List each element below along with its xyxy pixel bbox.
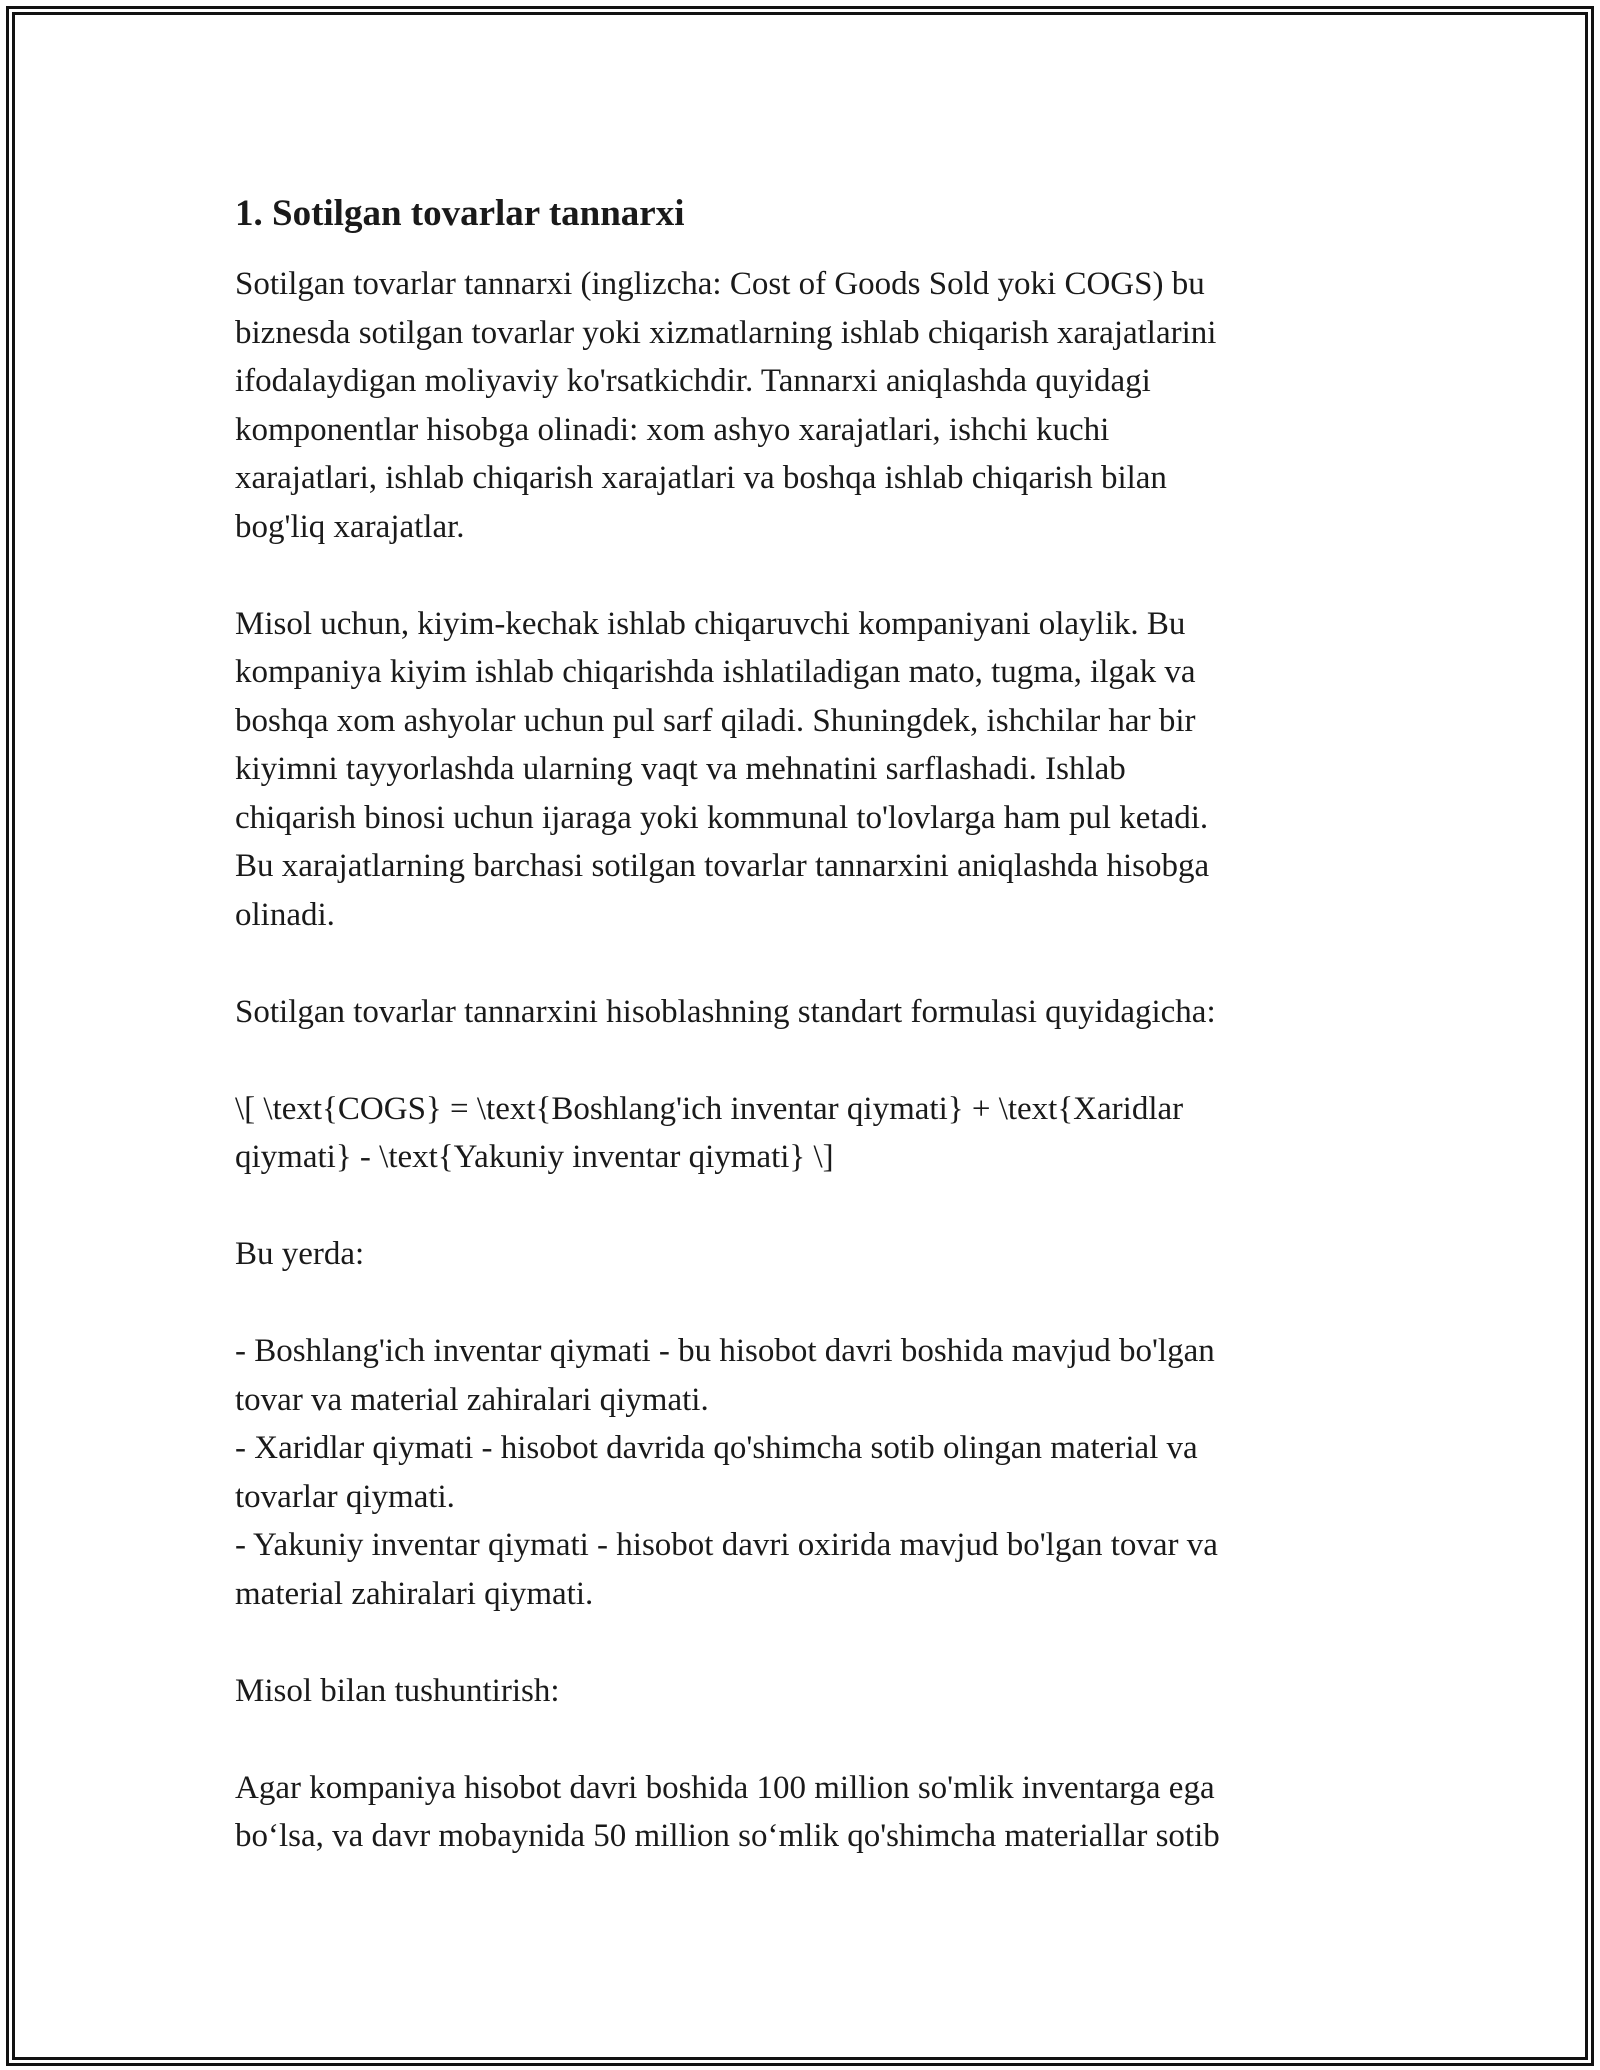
section-heading: 1. Sotilgan tovarlar tannarxi	[235, 193, 685, 234]
paragraph-gap	[235, 1715, 1375, 1764]
paragraph-gap	[235, 1036, 1375, 1085]
document-body	[235, 188, 1375, 1861]
paragraph-where: Bu yerda:	[235, 1236, 365, 1272]
paragraph-definition: Sotilgan tovarlar tannarxi (inglizcha: Cost of Goods Sold yoki COGS) bu biznesda sotilgan tovarlar yoki xizmatlarning ishlab chiqarish xarajatlarini ifodalaydigan moliyaviy ko'rsatkichdir. Tannarxi aniqlashda quyidagi komponentlar hisobga olinadi: xom ashyo xarajatlari, ishchi kuchi xarajatlari, ishlab chiqarish xarajatlari va boshqa ishlab chiqarish bilan bog'liq xarajatlar.	[235, 266, 1217, 545]
paragraph-example-intro: Misol bilan tushuntirish:	[235, 1672, 560, 1709]
paragraph-formula-intro: Sotilgan tovarlar tannarxini hisoblashning standart formulasi quyidagicha:	[235, 993, 1216, 1030]
paragraph-gap	[235, 551, 1375, 600]
paragraph-gap	[235, 939, 1375, 988]
paragraph-formula: \[ \text{COGS} = \text{Boshlang'ich inventar qiymati} + \text{Xaridlar qiymati} - \text{Yakuniy inventar qiymati} \]	[235, 1090, 1184, 1175]
paragraph-gap	[235, 1182, 1375, 1231]
paragraph-example: Misol uchun, kiyim-kechak ishlab chiqaruvchi kompaniyani olaylik. Bu kompaniya kiyim ishlab chiqarishda ishlatiladigan mato, tugma, ilgak va boshqa xom ashyolar uchun pul sarf qiladi. Shuningdek, ishchilar har bir kiyimni tayyorlashda ularning vaqt va mehnatini sarflashadi. Ishlab chiqarish binosi uchun ijaraga yoki kommunal to'lovlarga ham pul ketadi. Bu xarajatlarning barchasi sotilgan tovarlar tannarxini aniqlashda hisobga olinadi.	[235, 605, 1210, 933]
paragraph-gap	[235, 1279, 1375, 1328]
paragraph-definitions-list: - Boshlang'ich inventar qiymati - bu hisobot davri boshida mavjud bo'lgan tovar va material zahiralari qiymati. - Xaridlar qiymati - hisobot davrida qo'shimcha sotib olingan material va tovarlar qiymati. - Yakuniy inventar qiymati - hisobot davri oxirida mavjud bo'lgan tovar va material zahiralari qiymati.	[235, 1333, 1218, 1612]
paragraph-gap	[235, 1618, 1375, 1667]
paragraph-example-calc: Agar kompaniya hisobot davri boshida 100 million so'mlik inventarga ega bo‘lsa, va davr mobaynida 50 million so‘mlik qo'shimcha materiallar sotib	[235, 1769, 1220, 1854]
